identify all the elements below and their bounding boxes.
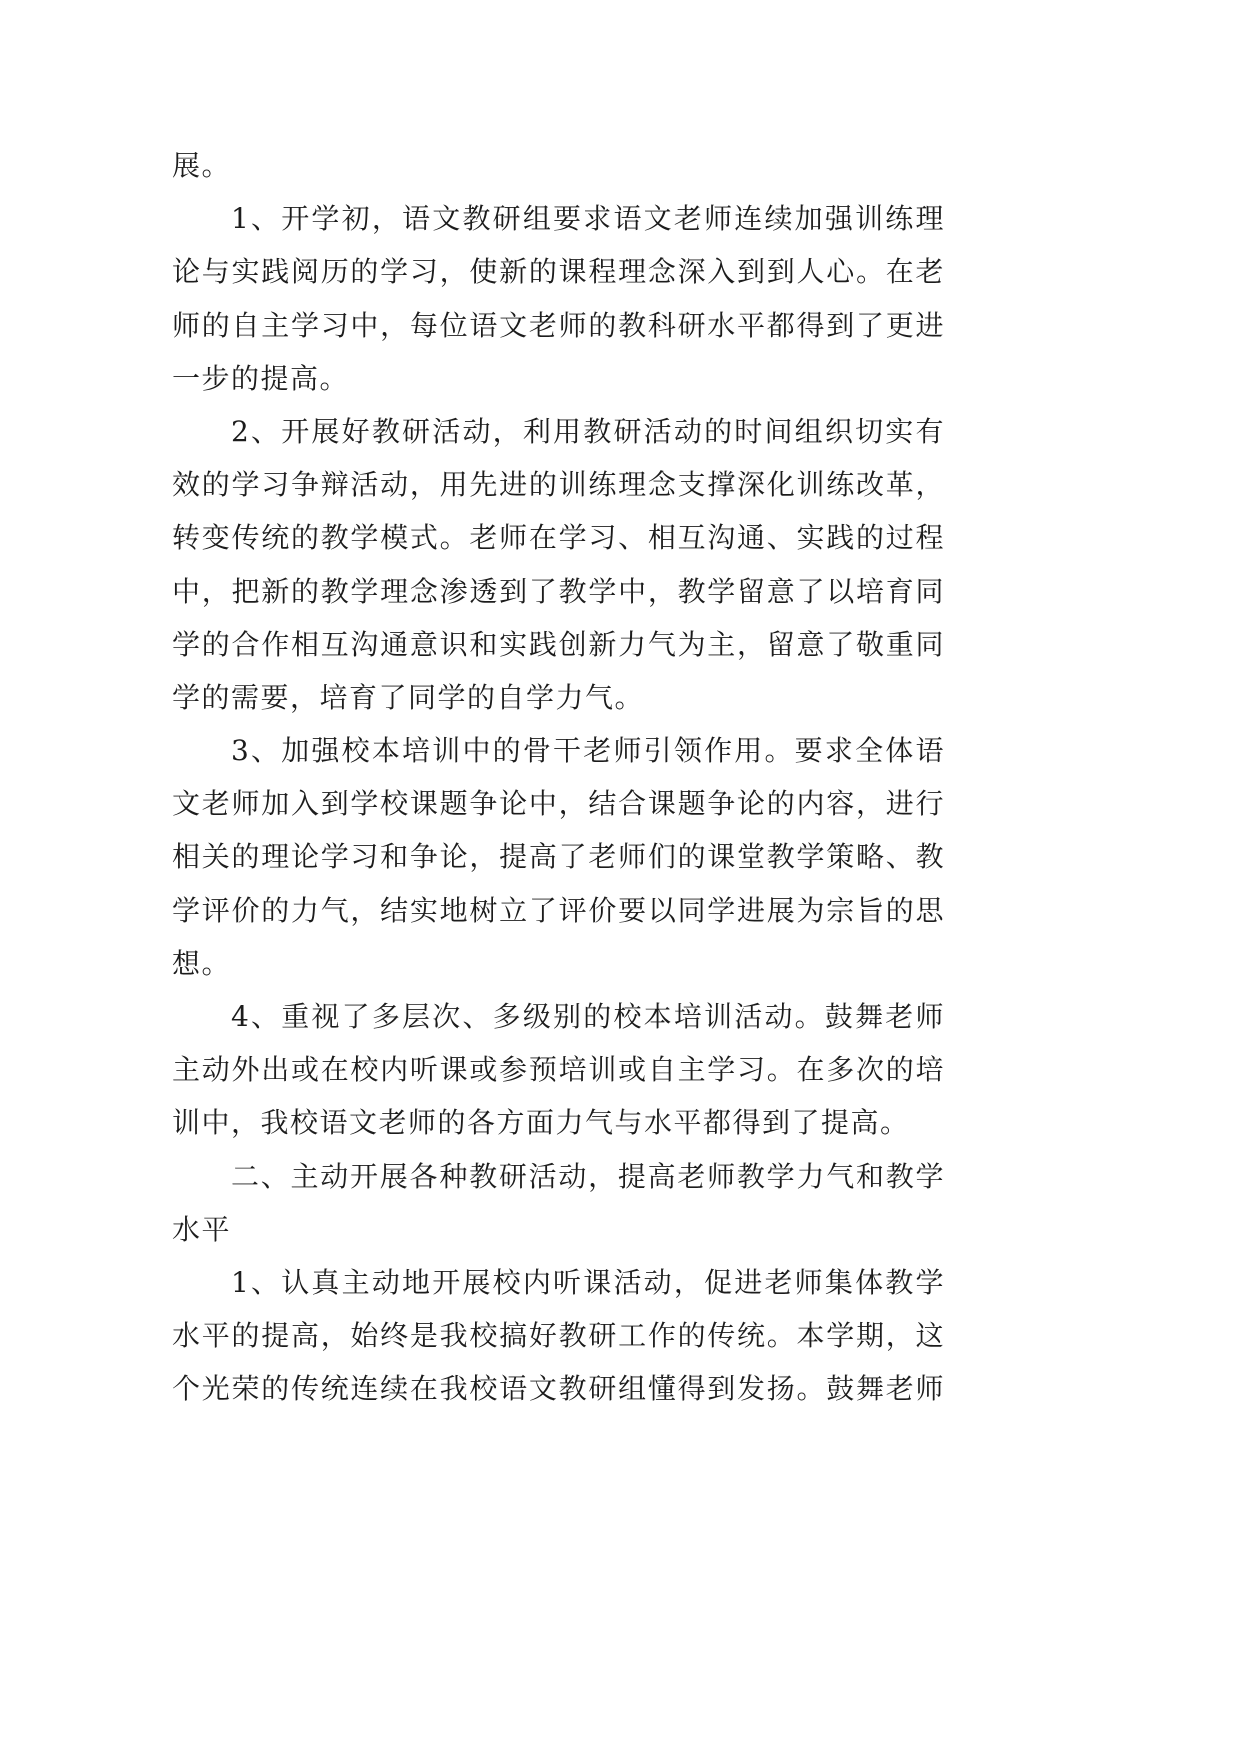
paragraph — [172, 192, 945, 405]
text-line: 学的需要，培育了同学的自学力气。 — [172, 680, 645, 714]
text-line: 一步的提高。 — [172, 361, 350, 395]
text-line: 1、认真主动地开展校内听课活动，促进老师集体教学 — [231, 1265, 945, 1299]
text-line: 学评价的力气，结实地树立了评价要以同学进展为宗旨的思 — [172, 893, 945, 927]
text-line: 文老师加入到学校课题争论中，结合课题争论的内容，进行 — [172, 787, 945, 821]
text-line: 水平的提高，始终是我校搞好教研工作的传统。本学期，这 — [172, 1319, 945, 1353]
text-line: 相关的理论学习和争论，提高了老师们的课堂教学策略、教 — [172, 840, 945, 874]
text-line: 效的学习争辩活动，用先进的训练理念支撑深化训练改革， — [172, 468, 945, 502]
text-line: 1、开学初，语文教研组要求语文老师连续加强训练理 — [231, 202, 945, 236]
text-line: 水平 — [172, 1212, 232, 1246]
document-body — [172, 139, 945, 1416]
text-line: 训中，我校语文老师的各方面力气与水平都得到了提高。 — [172, 1106, 910, 1140]
paragraph — [172, 724, 945, 990]
paragraph — [172, 139, 945, 192]
text-line: 师的自主学习中，每位语文老师的教科研水平都得到了更进 — [172, 308, 945, 342]
text-line: 主动外出或在校内听课或参预培训或自主学习。在多次的培 — [172, 1053, 945, 1087]
text-line: 二、主动开展各种教研活动，提高老师教学力气和教学 — [231, 1159, 945, 1193]
paragraph — [172, 1256, 945, 1416]
text-line: 中，把新的教学理念渗透到了教学中，教学留意了以培育同 — [172, 574, 945, 608]
section-heading — [172, 1150, 945, 1256]
text-line: 3、加强校本培训中的骨干老师引领作用。要求全体语 — [231, 734, 945, 768]
paragraph — [172, 990, 945, 1150]
text-line: 论与实践阅历的学习，使新的课程理念深入到到人心。在老 — [172, 255, 945, 289]
paragraph — [172, 405, 945, 724]
text-line: 展。 — [172, 149, 232, 182]
text-line: 学的合作相互沟通意识和实践创新力气为主，留意了敬重同 — [172, 627, 945, 661]
text-line: 4、重视了多层次、多级别的校本培训活动。鼓舞老师 — [231, 1000, 945, 1033]
text-line: 转变传统的教学模式。老师在学习、相互沟通、实践的过程 — [172, 521, 945, 555]
text-line: 想。 — [172, 946, 232, 980]
text-line: 个光荣的传统连续在我校语文教研组懂得到发扬。鼓舞老师 — [172, 1372, 945, 1406]
text-line: 2、开展好教研活动，利用教研活动的时间组织切实有 — [231, 414, 945, 448]
